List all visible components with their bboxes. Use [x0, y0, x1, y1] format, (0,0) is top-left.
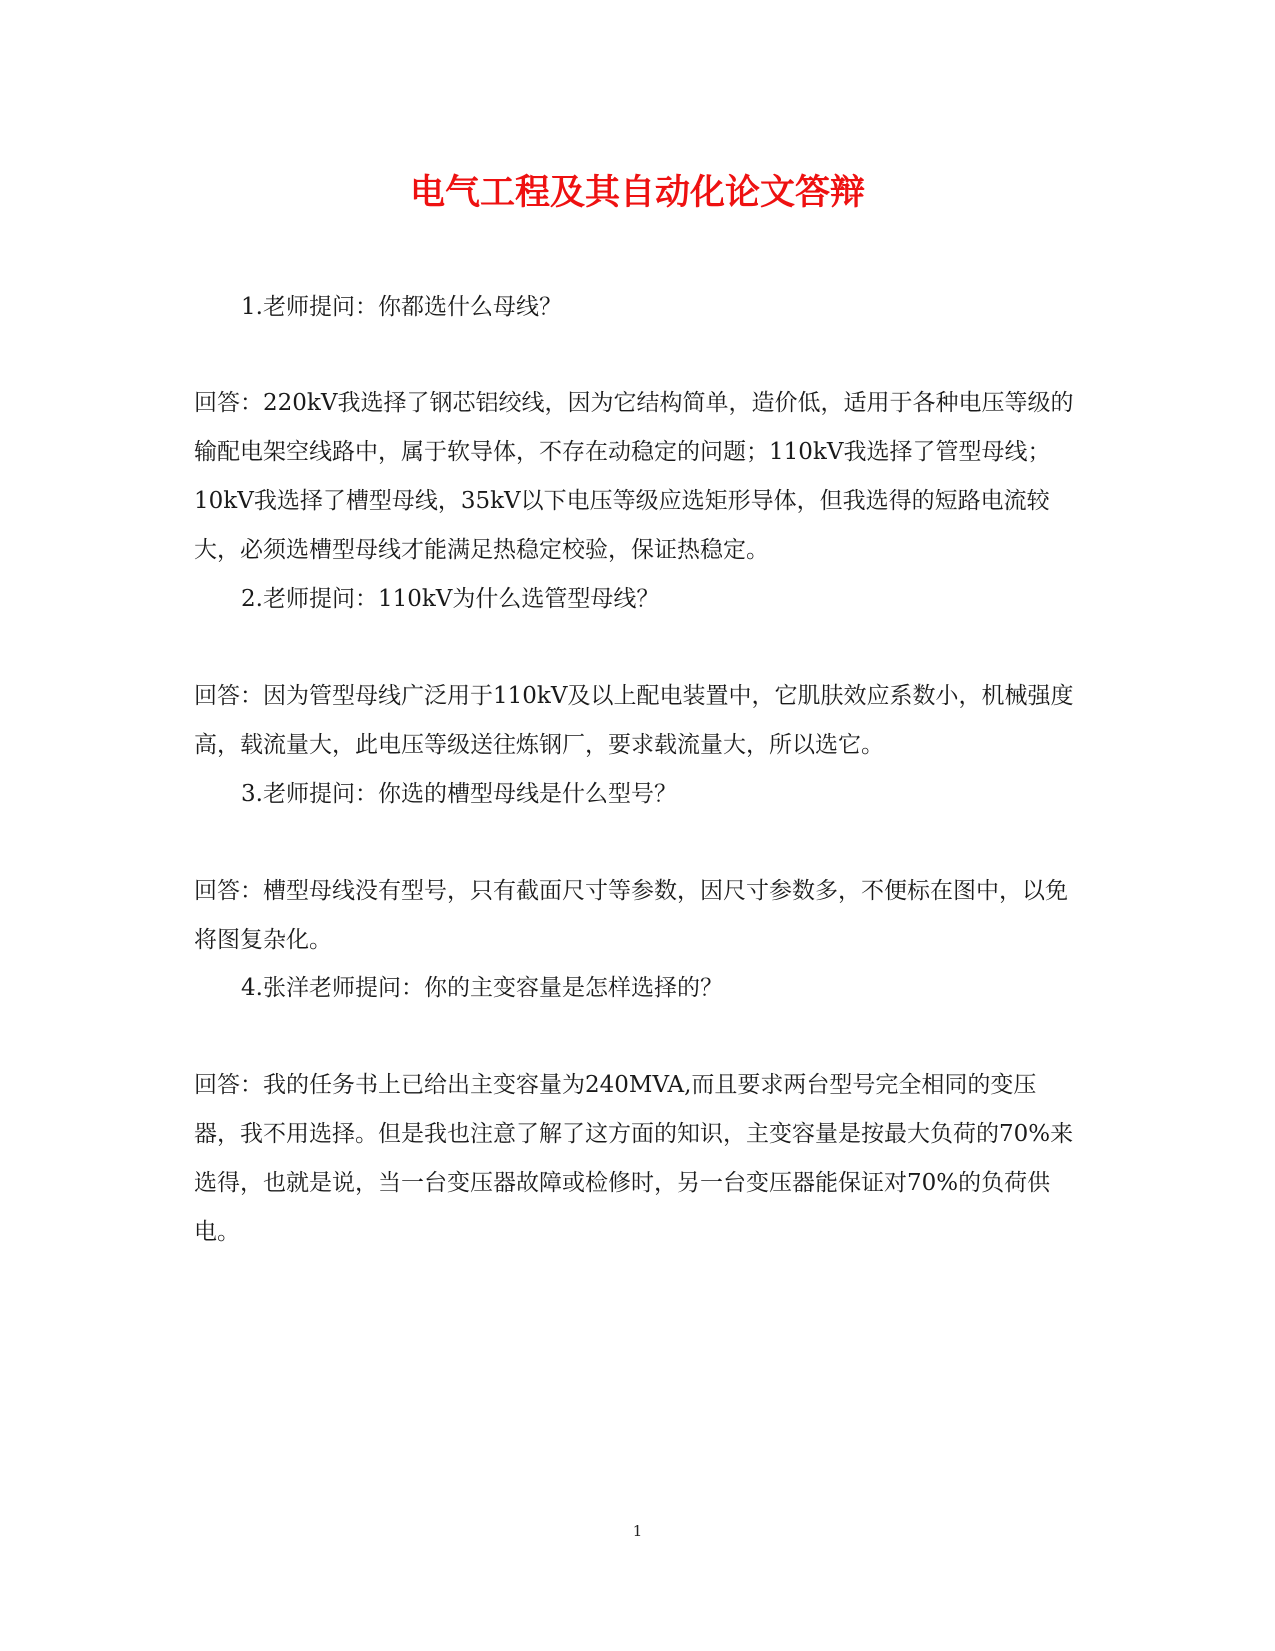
page-number: 1: [632, 1522, 643, 1540]
question-2: 2.老师提问：110kV为什么选管型母线？: [241, 586, 660, 612]
answer-2: 回答：因为管型母线广泛用于110kV及以上配电装置中，它肌肤效应系数小，机械强度高，载流量大，此电压等级送往炼钢厂，要求载流量大，所以选它。: [194, 683, 1074, 758]
question-4: 4.张洋老师提问：你的主变容量是怎样选择的？: [241, 975, 723, 1001]
answer-3: 回答：槽型母线没有型号，只有截面尺寸等参数，因尺寸参数多，不便标在图中，以免将图复杂化。: [194, 878, 1068, 953]
document-title: 电气工程及其自动化论文答辩: [409, 172, 865, 213]
question-3: 3.老师提问：你选的槽型母线是什么型号？: [241, 781, 677, 807]
answer-1: 回答：220kV我选择了钢芯铝绞线，因为它结构简单，造价低，适用于各种电压等级的输配电架空线路中，属于软导体，不存在动稳定的问题；110kV我选择了管型母线；10kV我选择了槽型母线，35kV以下电压等级应选矩形导体，但我选得的短路电流较大，必须选槽型母线才能满足热稳定校验，保证热稳定。: [194, 390, 1074, 563]
question-1: 1.老师提问：你都选什么母线？: [241, 294, 562, 320]
answer-4: 回答：我的任务书上已给出主变容量为240MVA,而且要求两台型号完全相同的变压器，我不用选择。但是我也注意了解了这方面的知识，主变容量是按最大负荷的70%来选得，也就是说，当一台变压器故障或检修时，另一台变压器能保证对70%的负荷供电。: [194, 1072, 1074, 1245]
